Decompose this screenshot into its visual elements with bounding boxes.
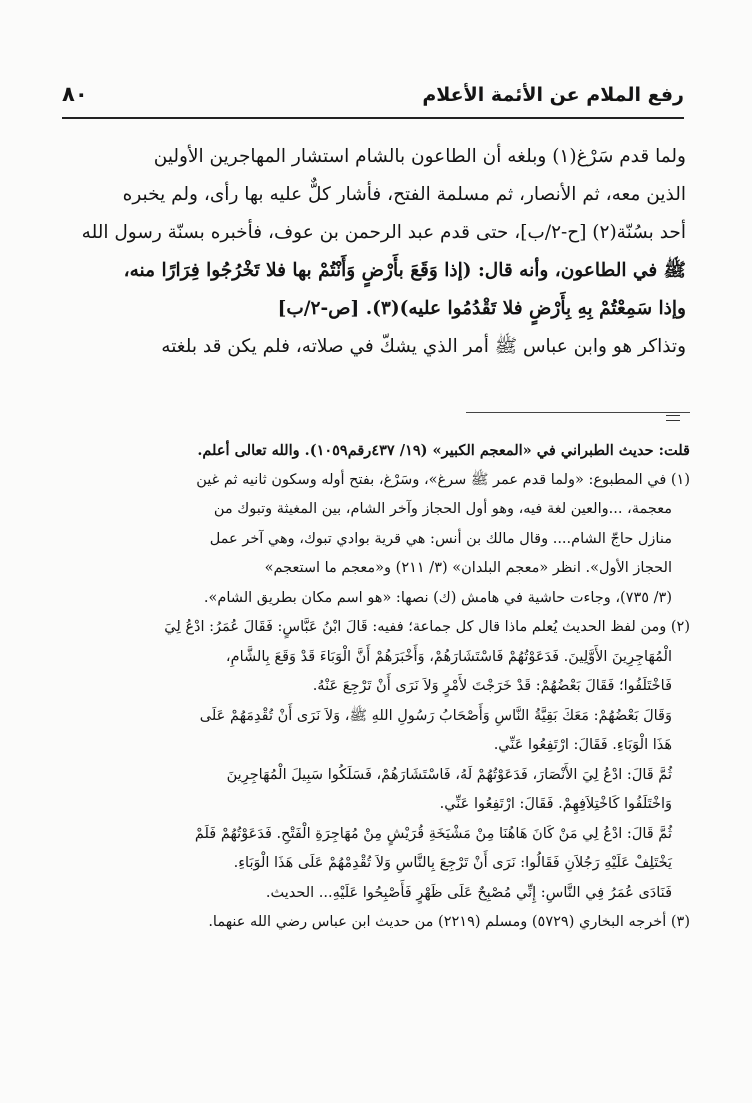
running-title: رفع الملام عن الأئمة الأعلام [422,84,684,106]
body-line-hadith: وإذا سَمِعْتُمْ بِهِ بِأَرْضٍ فلا تَقْدُمُوا عليه)(٣). [ص-٢/ب] [277,298,686,319]
footnote-2-line: فَنَادَى عُمَرُ فِي النَّاسِ: إِنِّي مُصْبِحٌ عَلَى ظَهْرٍ فَأَصْبِحُوا عَلَيْهِ... الحديث. [265,884,672,901]
header-rule [62,117,684,119]
footnote-1-line: معجمة، ...والعين لغة فيه، وهو أول الحجاز وآخر الشام، بين المغيثة وتبوك من [213,501,672,517]
main-text [58,138,686,366]
continuation-mark [666,415,680,421]
footnote-1-line: (٣/ ٧٣٥)، وجاءت حاشية في هامش (ك) نصها: «هو اسم مكان بطريق الشام». [203,589,672,606]
running-header [62,84,684,114]
body-line: ولما قدم سَرْغ(١) وبلغه أن الطاعون بالشام استشار المهاجرين الأولين [153,146,686,167]
footnote-2-line: ثُمَّ قَالَ: ادْعُ لِيَ الأَنْصَارَ، فَدَعَوْتُهُمْ لَهُ، فَاسْتَشَارَهُمْ، فَسَلَكُوا سَبِيلَ الْمُهَاجِرِينَ [226,766,672,783]
body-line: أحد بسُنّة(٢) [ح-٢/ب]، حتى قدم عبد الرحمن بن عوف، فأخبره بسنّة رسول الله [81,222,686,243]
footnotes [58,436,690,938]
footnote-2-line: يَخْتَلِفْ عَلَيْهِ رَجُلاَنِ فَقَالُوا: نَرَى أَنْ تَرْجِعَ بِالنَّاسِ وَلاَ تُقْدِمْهُمْ عَلَى هَذَا الْوَبَاءِ. [233,855,672,871]
footnote-separator [466,412,690,413]
page-number: ٨٠ [62,82,88,106]
body-line-hadith: ﷺ في الطاعون، وأنه قال: (إذا وَقَعَ بأَرْضٍ وَأَنْتُمْ بها فلا تَخْرُجُوا فِرَارًا منه، [123,260,686,281]
footnote-1-line: الحجاز الأول». انظر «معجم البلدان» (٣/ ٢١١) و«معجم ما استعجم» [264,560,672,576]
footnote-2-line: هَذَا الْوَبَاءِ. فَقَالَ: ارْتَفِعُوا عَنِّي. [493,737,672,753]
footnote-2-line: ثُمَّ قَالَ: ادْعُ لِي مَنْ كَانَ هَاهُنَا مِنْ مَشْيَخَةِ قُرَيْشٍ مِنْ مُهَاجِرَةِ الْفَتْحِ. فَدَعَوْتُهُمْ فَلَمْ [194,825,672,842]
footnote-line: قلت: حديث الطبراني في «المعجم الكبير» (١٩/ ٤٣٧رقم١٠٥٩). والله تعالى أعلم. [197,442,690,459]
footnote-1-line: منازل حاجّ الشام.... وقال مالك بن أنس: هي قرية بوادي تبوك، وهي آخر عمل [209,530,672,547]
footnote-3-line: (٣) أخرجه البخاري (٥٧٢٩) ومسلم (٢٢١٩) من حديث ابن عباس رضي الله عنهما. [208,914,690,930]
footnote-2-line: (٢) ومن لفظ الحديث يُعلم ماذا قال كل جماعة؛ ففيه: قَالَ ابْنُ عَبَّاسٍ: فَقَالَ عُمَرُ: ادْعُ لِيَ [164,619,690,635]
footnote-2-line: فَاخْتَلَفُوا؛ فَقَالَ بَعْضُهُمْ: قَدْ خَرَجْتَ لأَمْرٍ وَلاَ نَرَى أَنْ تَرْجِعَ عَنْهُ. [312,678,672,694]
footnote-2-line: الْمُهَاجِرِينَ الأَوَّلِينَ. فَدَعَوْتُهُمْ فَاسْتَشَارَهُمْ، وَأَخْبَرَهُمْ أَنَّ الْوَبَاءَ قَدْ وَقَعَ بِالشَّامِ، [225,648,672,665]
footnote-2-line: وَاخْتَلَفُوا كَاخْتِلاَفِهِمْ. فَقَالَ: ارْتَفِعُوا عَنِّي. [439,796,672,812]
footnote-2-line: وَقَالَ بَعْضُهُمْ: مَعَكَ بَقِيَّةُ النَّاسِ وَأَصْحَابُ رَسُولِ اللهِ ﷺ، وَلاَ نَرَى أَنْ تُقْدِمَهُمْ عَلَى [199,707,672,724]
body-line: الذين معه، ثم الأنصار، ثم مسلمة الفتح، فأشار كلٌّ عليه بها رأى، ولم يخبره [122,184,686,205]
footnote-1-line: (١) في المطبوع: «ولما قدم عمر ﷺ سرغ»، وسَرْغ، بفتح أوله وسكون ثانيه ثم غين [196,471,690,488]
body-line: وتذاكر هو وابن عباس ﷺ أمر الذي يشكّ في صلاته، فلم يكن قد بلغته [161,336,686,357]
